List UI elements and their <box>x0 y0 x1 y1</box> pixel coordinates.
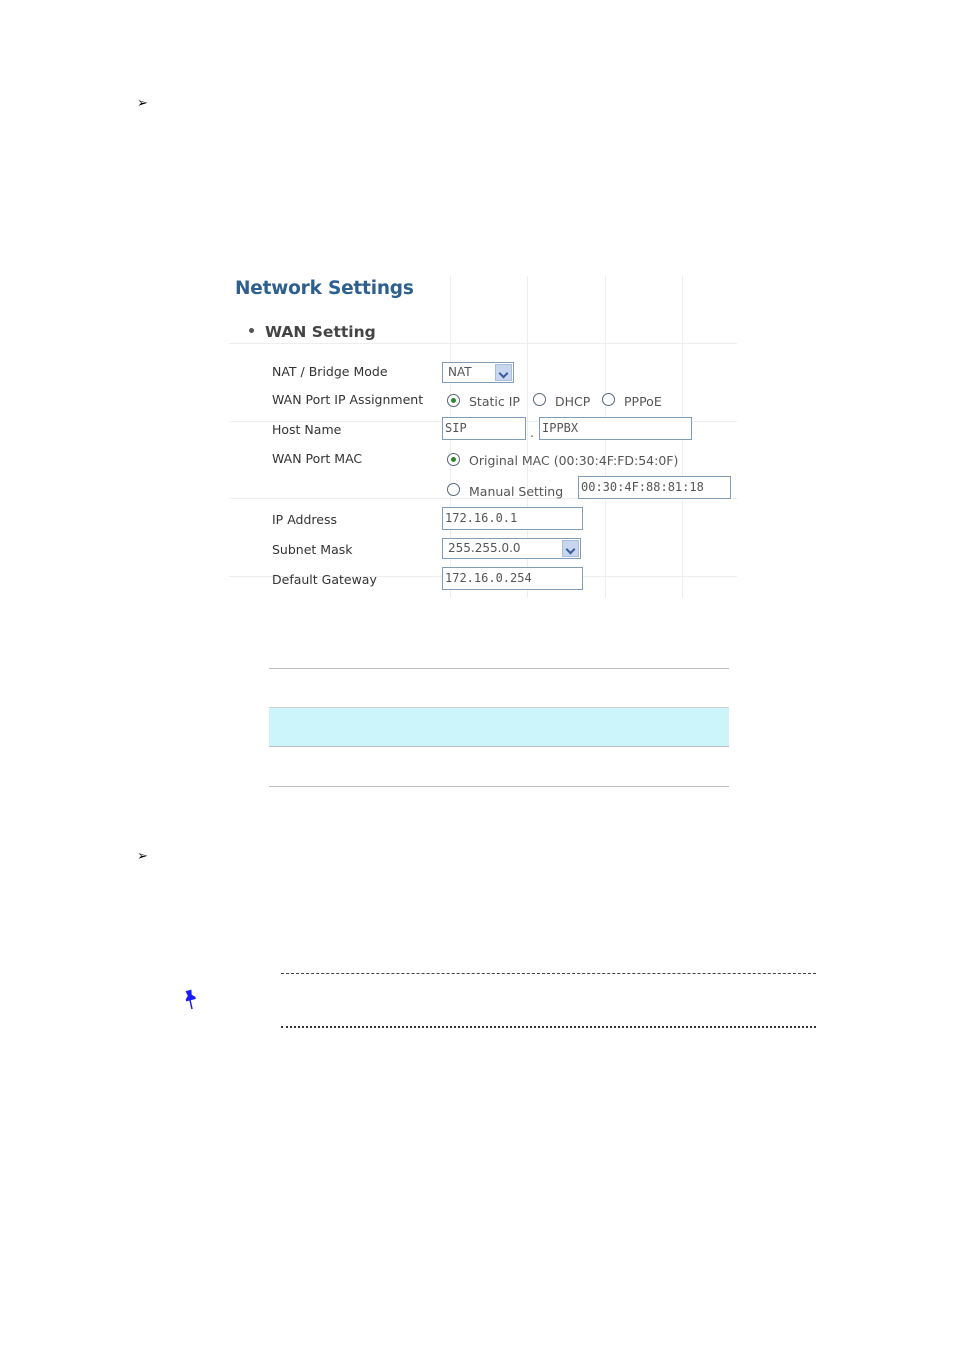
bullet-icon <box>249 328 254 333</box>
manual-mac-input[interactable]: 00:30:4F:88:81:18 <box>578 476 731 499</box>
section-title: WAN Setting <box>265 323 376 341</box>
dhcp-radio[interactable] <box>533 393 546 406</box>
table-rule <box>269 746 729 747</box>
static-ip-label: Static IP <box>469 394 520 409</box>
chevron-down-icon <box>495 364 512 381</box>
pppoe-label: PPPoE <box>624 394 662 409</box>
table-rule <box>269 707 729 708</box>
default-gateway-label: Default Gateway <box>272 572 377 587</box>
nat-bridge-mode-label: NAT / Bridge Mode <box>272 364 388 379</box>
host-name-input-1[interactable]: SIP <box>442 417 526 440</box>
table-rule <box>269 668 729 669</box>
table-rule <box>269 786 729 787</box>
note-bottom-rule <box>281 1026 816 1028</box>
page-title: Network Settings <box>235 278 414 299</box>
bullet-arrow: ➢ <box>137 849 148 864</box>
pppoe-radio[interactable] <box>602 393 615 406</box>
static-ip-radio[interactable] <box>447 394 460 407</box>
manual-mac-label: Manual Setting <box>469 484 564 499</box>
dhcp-label: DHCP <box>555 394 591 409</box>
nat-bridge-mode-select[interactable] <box>442 362 514 383</box>
host-name-label: Host Name <box>272 422 342 437</box>
subnet-mask-value: 255.255.0.0 <box>448 541 521 555</box>
network-settings-panel <box>229 276 737 598</box>
ip-address-label: IP Address <box>272 512 337 527</box>
wan-port-mac-label: WAN Port MAC <box>272 451 363 466</box>
default-gateway-input[interactable]: 172.16.0.254 <box>442 567 583 590</box>
original-mac-radio[interactable] <box>447 453 460 466</box>
host-name-input-2[interactable]: IPPBX <box>539 417 692 440</box>
bullet-arrow: ➢ <box>137 96 148 111</box>
chevron-down-icon <box>562 540 579 557</box>
nat-bridge-mode-value: NAT <box>448 365 472 379</box>
subnet-mask-select[interactable] <box>442 538 581 559</box>
host-name-separator: . <box>530 426 534 440</box>
note-top-rule <box>281 973 816 974</box>
section-heading <box>249 323 376 341</box>
grid-line <box>229 343 737 344</box>
subnet-mask-label: Subnet Mask <box>272 542 353 557</box>
pushpin-icon <box>183 988 199 1014</box>
manual-mac-radio[interactable] <box>447 483 460 496</box>
ip-address-input[interactable]: 172.16.0.1 <box>442 507 583 530</box>
wan-ip-assignment-label: WAN Port IP Assignment <box>272 392 424 407</box>
original-mac-label: Original MAC (00:30:4F:FD:54:0F) <box>469 453 679 468</box>
table-highlight-row <box>269 707 729 746</box>
